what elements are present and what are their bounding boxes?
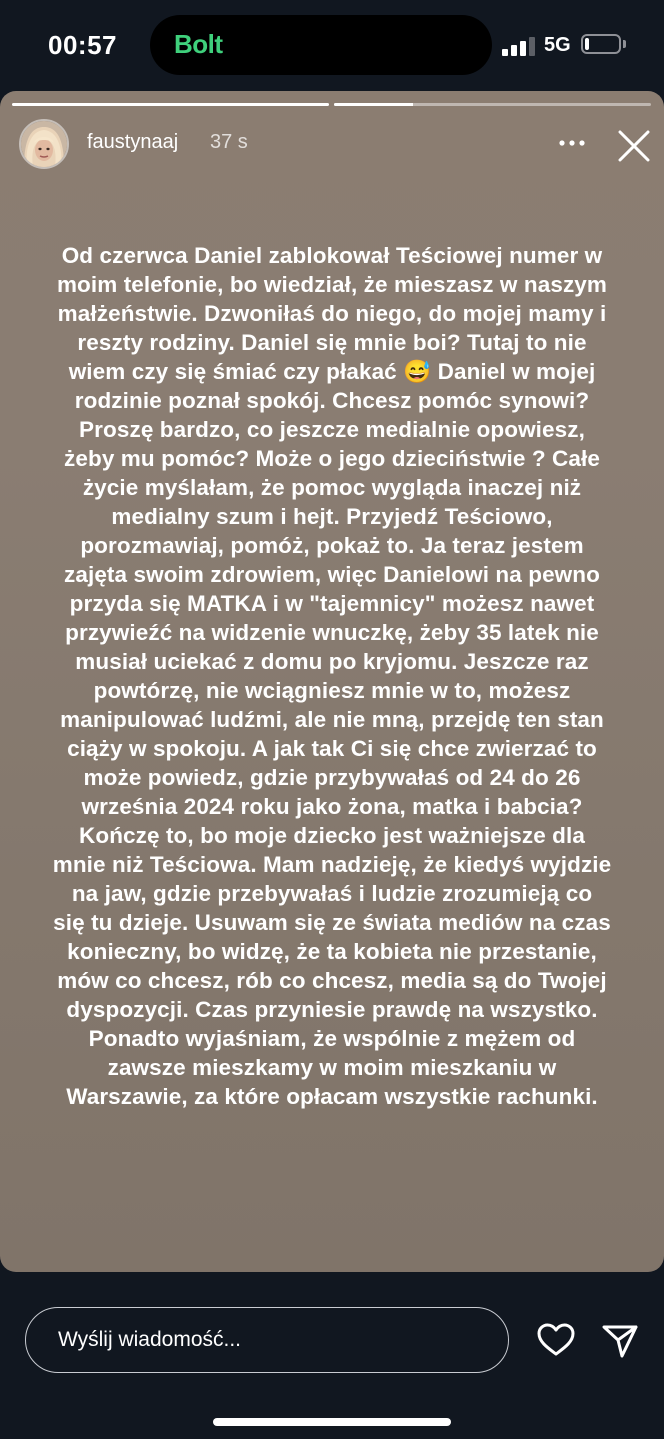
more-button[interactable]	[550, 121, 594, 165]
signal-icon	[502, 36, 536, 56]
battery-icon	[581, 34, 621, 54]
story-progress-fill	[334, 103, 413, 106]
signal-bar	[511, 45, 517, 56]
avatar-image	[21, 121, 67, 167]
status-time: 00:57	[48, 30, 117, 60]
close-icon	[612, 124, 656, 168]
bolt-app-label: Bolt	[174, 29, 223, 59]
send-icon	[598, 1318, 642, 1362]
close-button[interactable]	[612, 124, 656, 168]
story-progress-segment-1	[12, 103, 329, 106]
story-card[interactable]	[0, 91, 664, 1272]
like-button[interactable]	[534, 1318, 578, 1362]
signal-bar	[502, 49, 508, 56]
signal-bar	[520, 41, 526, 56]
send-button[interactable]	[598, 1318, 642, 1362]
heart-icon	[534, 1318, 578, 1362]
reply-input[interactable]: Wyślij wiadomość...	[25, 1307, 509, 1373]
story-progress-segment-2	[334, 103, 651, 106]
battery-nub	[623, 40, 626, 48]
story-progress-fill	[12, 103, 329, 106]
home-indicator[interactable]	[213, 1418, 451, 1426]
avatar[interactable]	[19, 119, 69, 169]
signal-bar	[529, 37, 535, 56]
story-time-ago: 37 s	[210, 131, 248, 153]
battery-level	[585, 38, 589, 50]
story-username[interactable]: faustynaaj	[87, 131, 179, 153]
status-bar	[0, 0, 664, 92]
more-icon	[550, 121, 594, 165]
network-type: 5G	[544, 34, 571, 56]
dynamic-island[interactable]	[150, 15, 492, 75]
story-text: Od czerwca Daniel zablokował Teściowej numer w moim telefonie, bo wiedział, że mieszasz w naszym małżeństwie. Dzwoniłaś do niego, do mojej mamy i reszty rodziny. Daniel się mnie boi? Tutaj to nie wiem czy się śmiać czy płakać 😅 Daniel w mojej rodzinie poznał spokój. Chcesz pomóc synowi? Proszę bardzo, co jeszcze medialnie opowiesz, żeby mu pomóc? Może o jego dzieciństwie ? Całe życie myślałam, że pomoc wygląda inaczej niż medialny szum i hejt. Przyjedź Teściowo, porozmawiaj, pomóż, pokaż to. Ja teraz jestem zajęta swoim zdrowiem, więc Danielowi na pewno przyda się MATKA i w "tajemnicy" możesz nawet przywieźć na widzenie wnuczkę, żeby 35 latek nie musiał uciekać z domu po kryjomu. Jeszcze raz powtórzę, nie wciągniesz mnie w to, możesz manipulować ludźmi, ale nie mną, przejdę ten stan ciąży w spokoju. A jak tak Ci się chce zwierzać to może powiedz, gdzie przybywałaś od 24 do 26 września 2024 roku jako żona, matka i babcia? Kończę to, bo moje dziecko jest ważniejsze dla mnie niż Teściowa. Mam nadzieję, że kiedyś wyjdzie na jaw, gdzie przebywałaś i ludzie zrozumieją co się tu dzieje. Usuwam się ze świata mediów na czas konieczny, bo widzę, że ta kobieta nie przestanie, mów co chcesz, rób co chcesz, media są do Twojej dyspozycji. Czas przyniesie prawdę na wszystko. Ponadto wyjaśniam, że wspólnie z mężem od zawsze mieszkamy w moim mieszkaniu w Warszawie, za które opłacam wszystkie rachunki.	[52, 243, 612, 1109]
